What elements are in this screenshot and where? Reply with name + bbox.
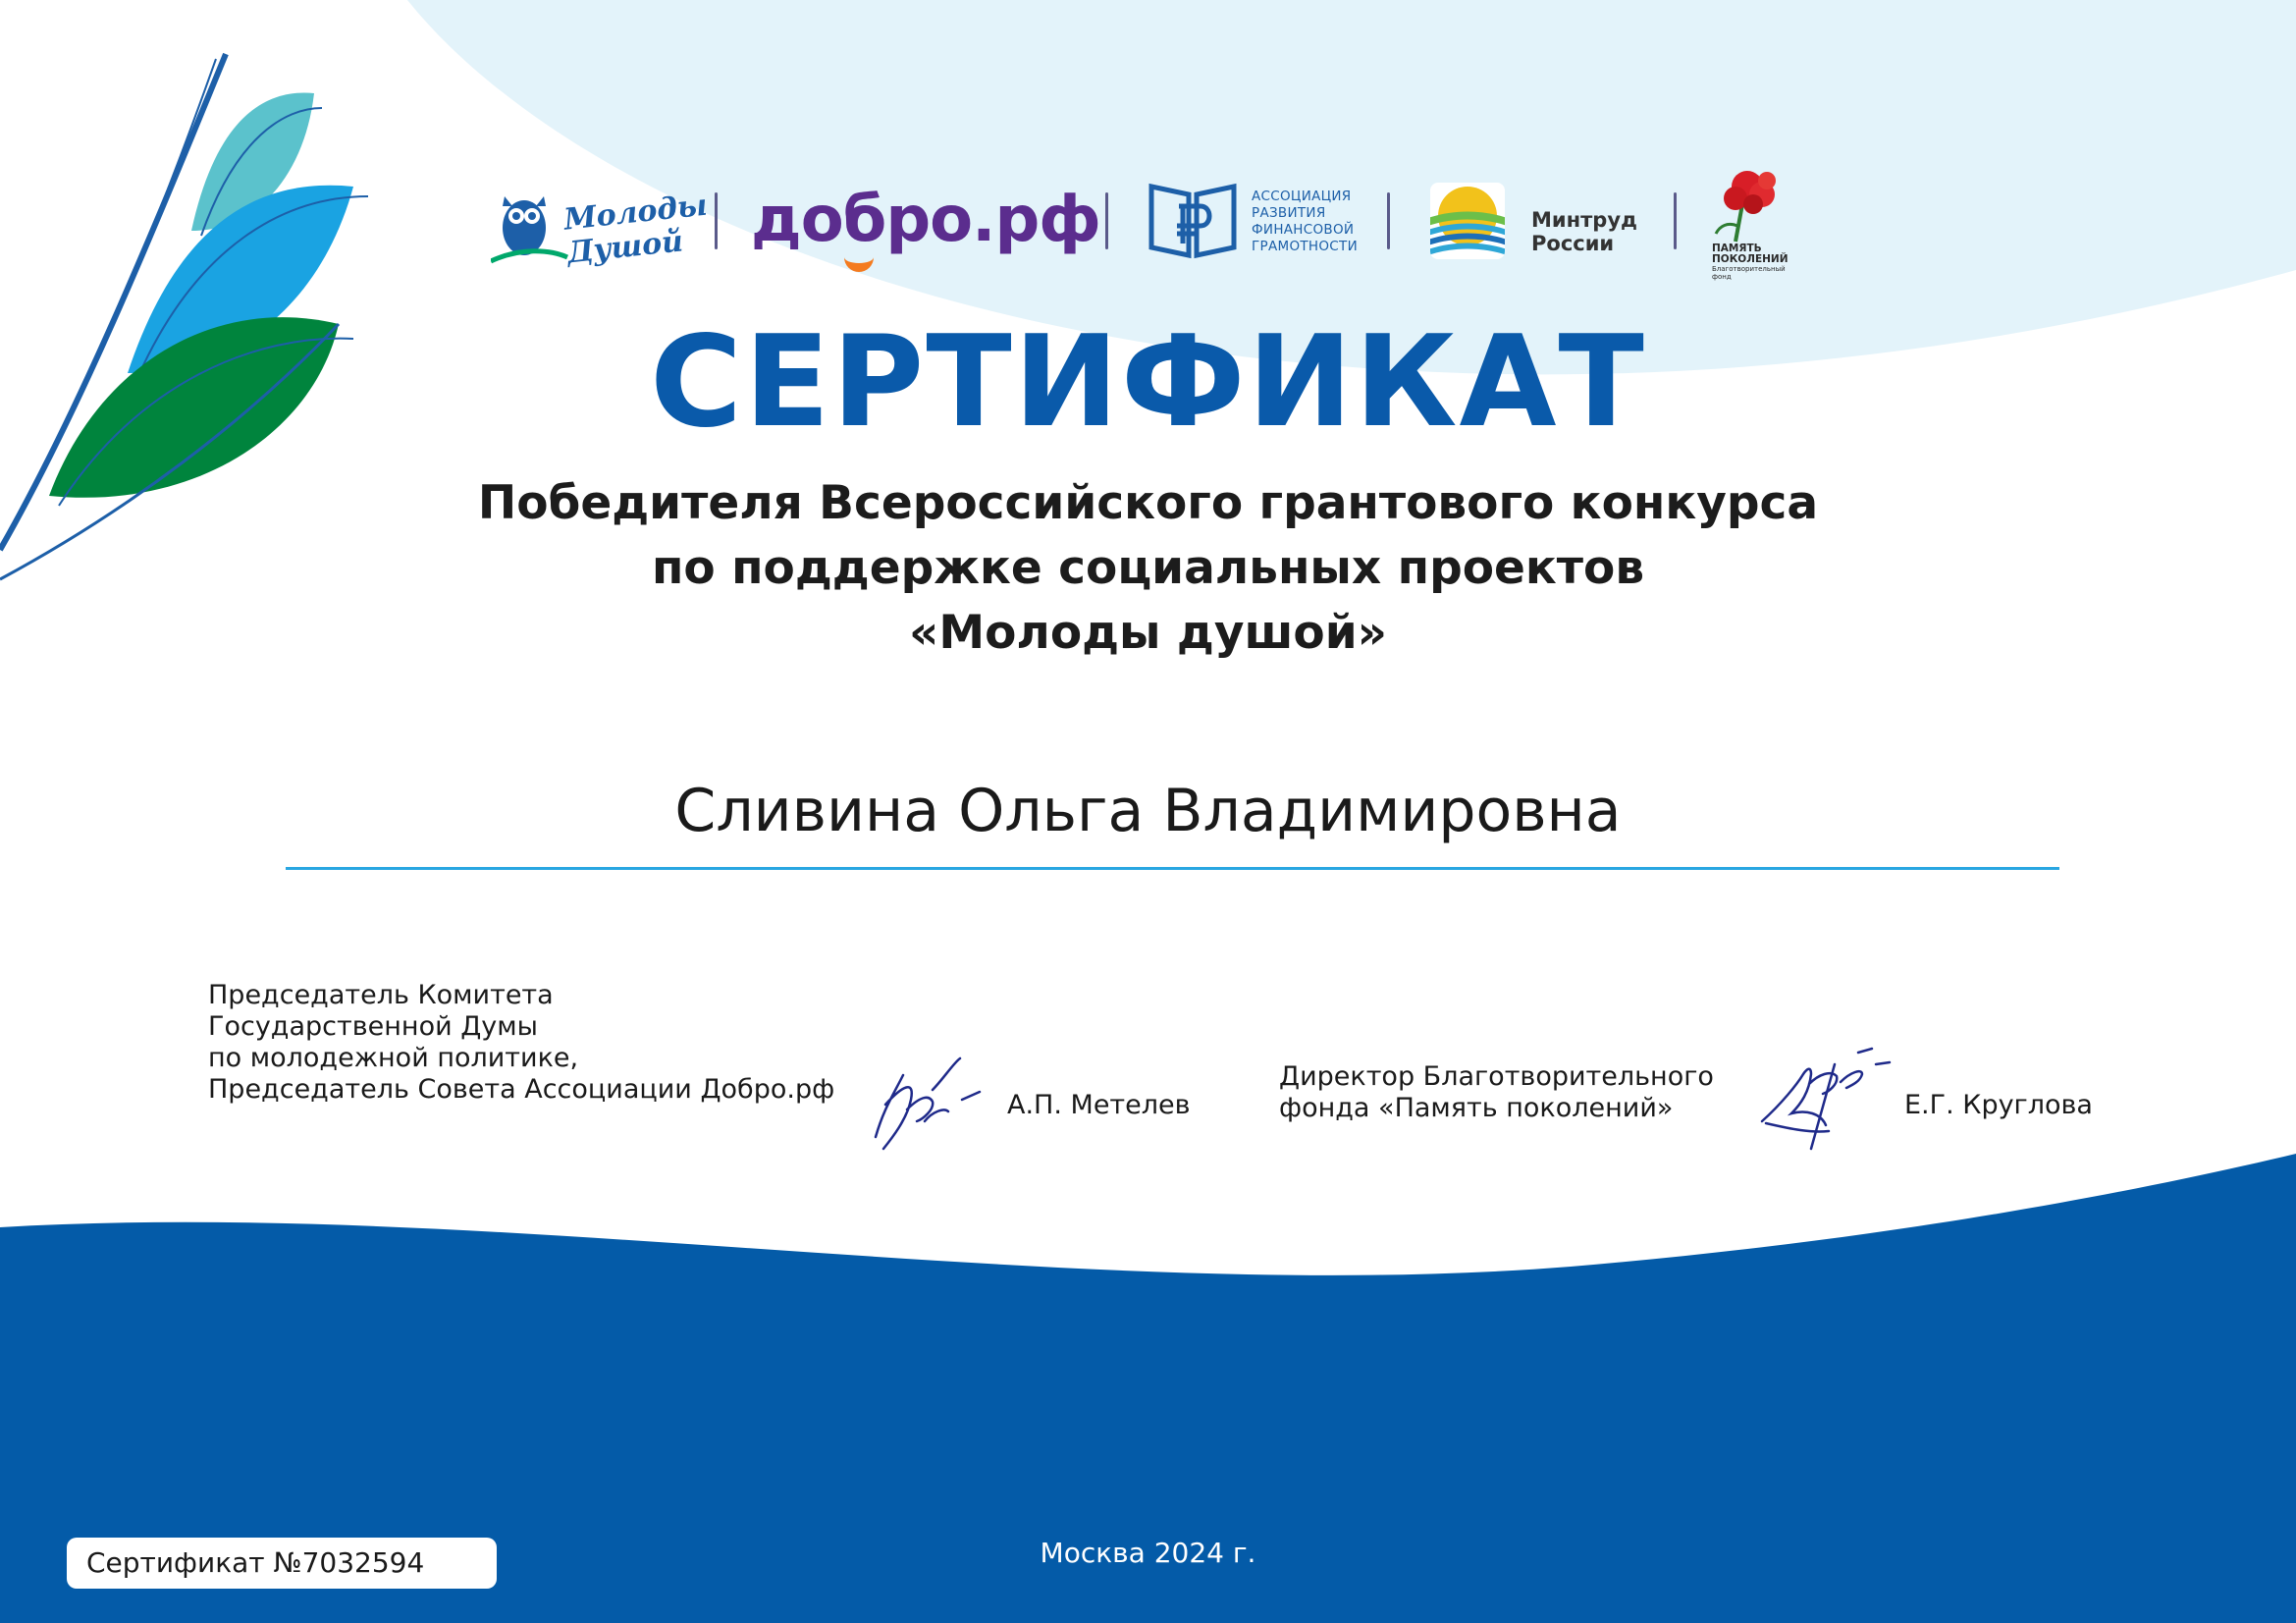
logo-separator xyxy=(1105,192,1108,249)
molody-dushoy-logo xyxy=(491,179,710,271)
mintrud-logo xyxy=(1428,179,1654,277)
dobro-logo-text: добро.рф xyxy=(751,184,1100,256)
signature-metelev xyxy=(864,1051,991,1154)
mintrud-logo-text: Минтруд России xyxy=(1531,208,1637,255)
recipient-underline xyxy=(286,867,2059,870)
carnation-icon xyxy=(1708,165,1796,243)
city-year: Москва 2024 г. xyxy=(1040,1537,1256,1569)
signatory-left-position: Председатель Комитета Государственной Думы по молодежной политике, Председатель Совета Ассоциации Добро.рф xyxy=(208,980,835,1105)
dobro-logo xyxy=(751,181,1100,269)
signature-kruglova xyxy=(1752,1045,1895,1153)
afg-logo-text: АССОЦИАЦИЯ РАЗВИТИЯ ФИНАНСОВОЙ ГРАМОТНОСТИ xyxy=(1252,189,1358,254)
pamyat-pokoleniy-logo xyxy=(1708,165,1796,283)
owl-icon xyxy=(491,179,569,267)
ruble-book-icon xyxy=(1144,177,1242,265)
subtitle-line: по поддержке социальных проектов xyxy=(651,541,1645,595)
subtitle-line: «Молоды душой» xyxy=(908,606,1388,660)
dobro-smile-icon xyxy=(844,249,874,272)
partner-logos xyxy=(491,165,1796,283)
certificate-number: Сертификат №7032594 xyxy=(86,1546,425,1579)
logo-separator xyxy=(715,192,718,249)
molody-dushoy-logo-text: Молоды Душой xyxy=(561,188,710,271)
subtitle-line: Победителя Всероссийского грантового конкурса xyxy=(477,476,1819,530)
afg-logo xyxy=(1144,177,1358,275)
logo-separator xyxy=(1674,192,1677,249)
certificate-subtitle xyxy=(0,471,2296,666)
recipient-name: Сливина Ольга Владимировна xyxy=(674,777,1622,845)
pamyat-pokoleniy-logo-text: ПАМЯТЬ ПОКОЛЕНИЙ Благотворительный фонд xyxy=(1712,243,1789,281)
mintrud-emblem-icon xyxy=(1428,179,1507,263)
certificate-title: СЕРТИФИКАТ xyxy=(650,309,1646,456)
signatory-left-name: А.П. Метелев xyxy=(1007,1090,1191,1120)
signatory-right-position: Директор Благотворительного фонда «Память поколений» xyxy=(1279,1061,1714,1123)
signatory-right-name: Е.Г. Круглова xyxy=(1904,1090,2093,1120)
logo-separator xyxy=(1387,192,1390,249)
